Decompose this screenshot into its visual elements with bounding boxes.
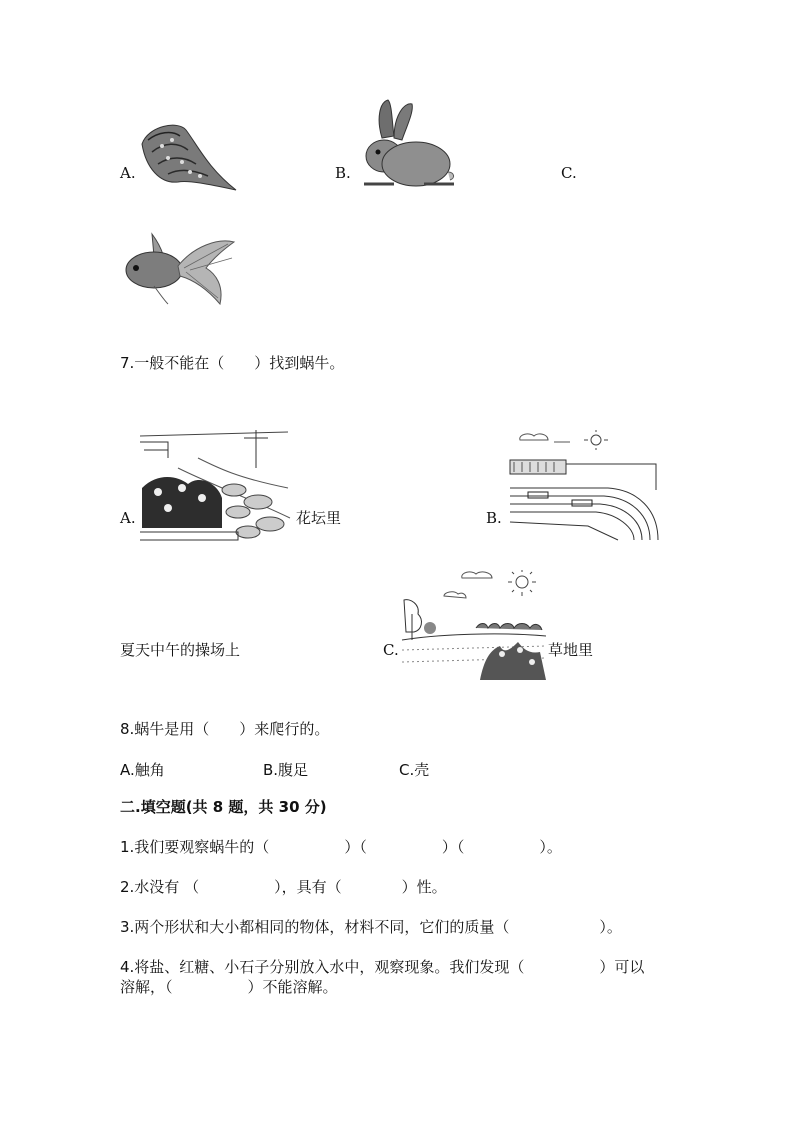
q7-option-b-label: B.	[486, 509, 502, 527]
q8-option-c: C.壳	[399, 761, 430, 779]
section-heading: 二.填空题(共 8 题，共 30 分)	[120, 798, 327, 816]
fill-question-1: 1.我们要观察蜗牛的（ ）（ ）（ ）。	[120, 838, 562, 856]
q7-option-c-label: C.	[383, 641, 399, 659]
grassland-image	[400, 570, 546, 680]
fill-question-2: 2.水没有 （ ），具有（ ）性。	[120, 878, 447, 896]
q7-question: 7.一般不能在（ ）找到蜗牛。	[120, 354, 345, 372]
q7-option-b-text: 夏天中午的操场上	[120, 641, 241, 659]
fill-question-3: 3.两个形状和大小都相同的物体，材料不同，它们的质量（ ）。	[120, 918, 622, 936]
q7-option-c-text: 草地里	[548, 641, 594, 659]
q6-option-c-label: C.	[561, 164, 577, 182]
q8-question: 8.蜗牛是用（ ）来爬行的。	[120, 720, 330, 738]
fill-question-4-line2: 溶解，（ ）不能溶解。	[120, 978, 338, 996]
q8-option-b: B.腹足	[263, 761, 309, 779]
playground-image	[508, 430, 660, 544]
rabbit-image	[354, 98, 458, 192]
q7-option-a-text: 花坛里	[296, 509, 342, 527]
conch-shell-image	[138, 118, 238, 194]
q8-option-a: A.触角	[120, 761, 165, 779]
q6-option-a-label: A.	[120, 164, 136, 182]
flower-bed-image	[138, 428, 292, 544]
fill-question-4-line1: 4.将盐、红糖、小石子分别放入水中，观察现象。我们发现（ ）可以	[120, 958, 645, 976]
q6-option-b-label: B.	[335, 164, 351, 182]
goldfish-image	[124, 228, 236, 306]
q7-option-a-label: A.	[120, 509, 136, 527]
